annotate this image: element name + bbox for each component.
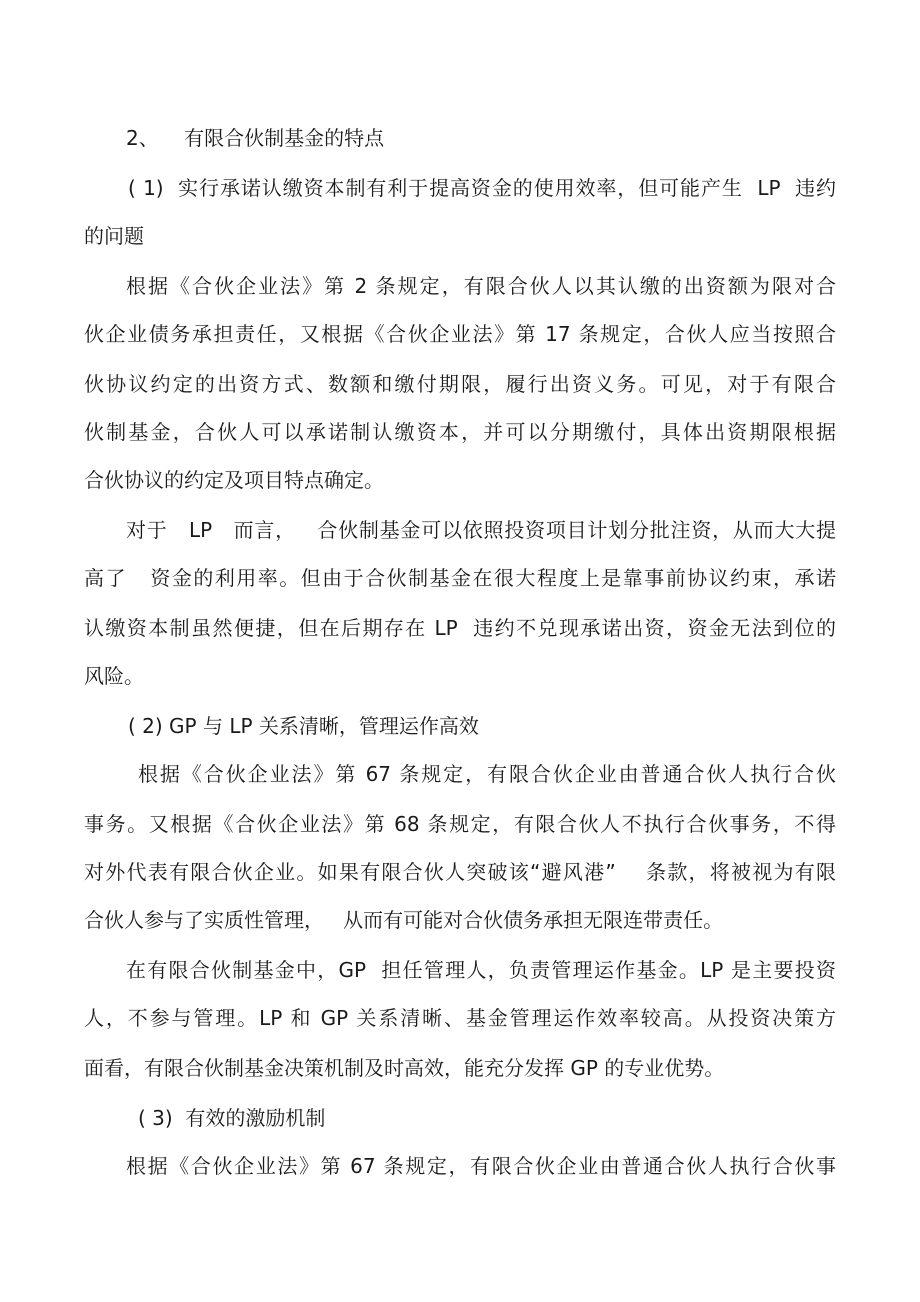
paragraph-1-line-3: 伙协议约定的出资方式、数额和缴付期限，履行出资义务。可见，对于有限合 [84, 372, 836, 396]
paragraph-2-line-3: 认缴资本制虽然便捷，但在后期存在 LP 违约不兑现承诺出资，资金无法到位的 [84, 616, 836, 640]
paragraph-1-line-5: 合伙协议的约定及项目特点确定。 [84, 468, 384, 492]
paragraph-4-line-1: 在有限合伙制基金中，GP 担任管理人，负责管理运作基金。LP 是主要投资 [126, 958, 836, 982]
paragraph-3-line-2: 事务。又根据《合伙企业法》第 68 条规定，有限合伙人不执行合伙事务，不得 [84, 812, 836, 836]
paragraph-2-line-2: 高了 资金的利用率。但由于合伙制基金在很大程度上是靠事前协议约束，承诺 [84, 566, 836, 590]
paragraph-3-line-3: 对外代表有限合伙企业。如果有限合伙人突破该“避风港” 条款，将被视为有限 [84, 860, 836, 884]
paragraph-4-line-3: 面看，有限合伙制基金决策机制及时高效，能充分发挥 GP 的专业优势。 [84, 1056, 725, 1080]
paragraph-3-line-1: 根据《合伙企业法》第 67 条规定，有限合伙企业由普通合伙人执行合伙 [138, 762, 836, 786]
point-1-heading-line-2: 的问题 [84, 224, 144, 248]
section-heading: 2、 有限合伙制基金的特点 [126, 126, 385, 150]
paragraph-5-line-1: 根据《合伙企业法》第 67 条规定，有限合伙企业由普通合伙人执行合伙事 [126, 1154, 836, 1178]
point-2-heading: ( 2) GP 与 LP 关系清晰，管理运作高效 [128, 714, 479, 738]
paragraph-2-line-4: 风险。 [84, 664, 144, 688]
paragraph-1-line-1: 根据《合伙企业法》第 2 条规定，有限合伙人以其认缴的出资额为限对合 [126, 274, 836, 298]
paragraph-1-line-2: 伙企业债务承担责任，又根据《合伙企业法》第 17 条规定，合伙人应当按照合 [84, 322, 836, 346]
paragraph-3-line-4: 合伙人参与了实质性管理， 从而有可能对合伙债务承担无限连带责任。 [84, 908, 724, 932]
paragraph-2-line-1: 对于 LP 而言， 合伙制基金可以依照投资项目计划分批注资，从而大大提 [126, 518, 836, 542]
point-1-heading-line-1: ( 1) 实行承诺认缴资本制有利于提高资金的使用效率，但可能产生 LP 违约 [128, 176, 836, 200]
point-3-heading: ( 3) 有效的激励机制 [138, 1106, 326, 1130]
paragraph-1-line-4: 伙制基金，合伙人可以承诺制认缴资本，并可以分期缴付，具体出资期限根据 [84, 420, 836, 444]
paragraph-4-line-2: 人，不参与管理。LP 和 GP 关系清晰、基金管理运作效率较高。从投资决策方 [84, 1006, 836, 1030]
